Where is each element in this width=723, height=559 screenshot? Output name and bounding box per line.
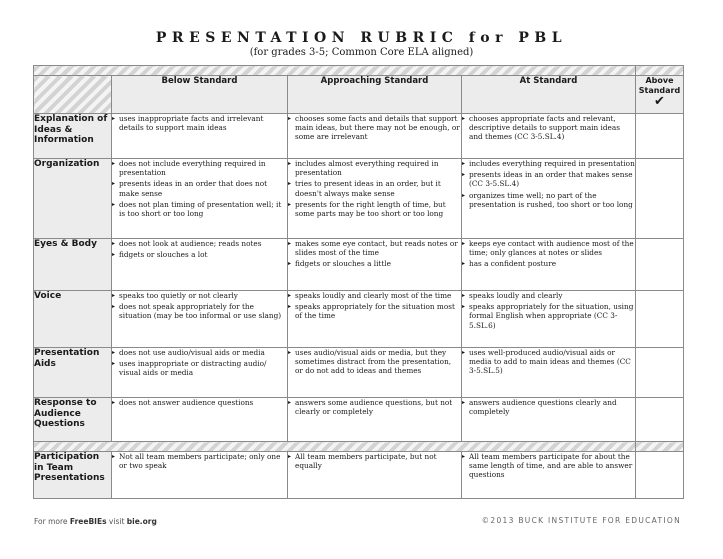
bullet-item bbox=[112, 114, 287, 132]
bullet-icon: ▸ bbox=[288, 260, 292, 268]
bullet-icon: ▸ bbox=[112, 160, 116, 167]
rubric-table bbox=[33, 65, 684, 499]
checkmark-icon: ✔ bbox=[654, 94, 665, 109]
hatch-strip bbox=[34, 442, 684, 452]
bullet-text: All team members participate for about the same length of time, and are able to answer questions bbox=[469, 452, 633, 480]
bullet-icon: ▸ bbox=[462, 160, 466, 167]
bullet-icon: ▸ bbox=[112, 453, 116, 460]
bullet-icon: ▸ bbox=[288, 160, 292, 167]
bullet-text: presents ideas in an order that makes sense (CC 3-5.SL.4) bbox=[469, 170, 633, 189]
rubric-row-explanation bbox=[34, 114, 684, 159]
below-standard-cell bbox=[112, 398, 288, 442]
bullet-icon: ▸ bbox=[462, 292, 466, 299]
bullet-text: does not include everything required in presentation bbox=[119, 159, 266, 178]
bullet-item bbox=[112, 239, 287, 248]
at-standard-cell bbox=[462, 452, 636, 499]
bullet-text: presents ideas in an order that does not make sense bbox=[119, 179, 268, 198]
bullet-item bbox=[288, 200, 461, 218]
approaching-standard-cell bbox=[288, 159, 462, 239]
at-standard-cell bbox=[462, 159, 636, 239]
below-standard-cell bbox=[112, 159, 288, 239]
rubric-row-voice bbox=[34, 291, 684, 348]
bullet-text: includes almost everything required in presentation bbox=[295, 159, 439, 178]
header-corner bbox=[34, 76, 112, 114]
page-title: PRESENTATION RUBRIC for PBL bbox=[155, 30, 568, 46]
above-standard-cell bbox=[636, 291, 684, 348]
bullet-text: speaks appropriately for the situation most of the time bbox=[295, 302, 455, 321]
approaching-standard-cell bbox=[288, 239, 462, 291]
bullet-item bbox=[462, 302, 635, 330]
header-at-standard: At Standard bbox=[462, 76, 636, 114]
bullet-item bbox=[462, 159, 635, 168]
above-standard-cell bbox=[636, 398, 684, 442]
approaching-standard-cell bbox=[288, 291, 462, 348]
rubric-row-audience-questions bbox=[34, 398, 684, 442]
bullet-icon: ▸ bbox=[112, 240, 116, 247]
bullet-text: includes everything required in presentation bbox=[469, 159, 635, 168]
bullet-icon: ▸ bbox=[462, 171, 466, 179]
bullet-item bbox=[288, 239, 461, 257]
bullet-text: speaks loudly and clearly most of the time bbox=[295, 291, 452, 300]
bullet-item bbox=[112, 159, 287, 177]
criterion-label: Explanation of Ideas & Information bbox=[34, 114, 112, 159]
criterion-label: Voice bbox=[34, 291, 112, 348]
bullet-item bbox=[112, 302, 287, 320]
bullet-item bbox=[462, 348, 635, 376]
bullet-item bbox=[288, 291, 461, 300]
bullet-icon: ▸ bbox=[462, 260, 466, 268]
at-standard-cell bbox=[462, 348, 636, 398]
bullet-icon: ▸ bbox=[112, 360, 116, 368]
at-standard-cell bbox=[462, 239, 636, 291]
below-standard-cell bbox=[112, 114, 288, 159]
bullet-icon: ▸ bbox=[288, 303, 292, 311]
bullet-icon: ▸ bbox=[288, 453, 292, 460]
bullet-text: chooses appropriate facts and relevant, descriptive details to support main ideas and themes (CC 3-5.SL.4) bbox=[469, 114, 620, 142]
bullet-item bbox=[288, 398, 461, 416]
bullet-icon: ▸ bbox=[462, 191, 466, 199]
bullet-icon: ▸ bbox=[462, 303, 466, 311]
below-standard-cell bbox=[112, 452, 288, 499]
bullet-icon: ▸ bbox=[112, 303, 116, 311]
bullet-icon: ▸ bbox=[462, 115, 466, 122]
bullet-text: speaks too quietly or not clearly bbox=[119, 291, 238, 300]
bullet-icon: ▸ bbox=[462, 453, 466, 460]
bullet-item bbox=[462, 239, 635, 257]
hatch-strip bbox=[34, 66, 684, 76]
bullet-icon: ▸ bbox=[112, 200, 116, 208]
bullet-item bbox=[112, 398, 287, 407]
bullet-text: makes some eye contact, but reads notes or slides most of the time bbox=[295, 239, 458, 258]
bullet-item bbox=[112, 452, 287, 470]
bullet-text: presents for the right length of time, but some parts may be too short or too long bbox=[295, 199, 446, 219]
above-standard-cell bbox=[636, 452, 684, 499]
approaching-standard-cell bbox=[288, 398, 462, 442]
bullet-text: does not use audio/visual aids or media bbox=[119, 348, 265, 357]
above-standard-cell bbox=[636, 348, 684, 398]
footer-mid: visit bbox=[106, 517, 127, 526]
bullet-text: organizes time well; no part of the presentation is rushed, too short or too long bbox=[469, 190, 633, 209]
bullet-item bbox=[112, 348, 287, 357]
bullet-text: answers some audience questions, but not clearly or completely bbox=[295, 398, 453, 417]
bullet-icon: ▸ bbox=[288, 115, 292, 122]
bullet-item bbox=[462, 114, 635, 142]
bullet-icon: ▸ bbox=[288, 200, 292, 208]
above-standard-cell bbox=[636, 114, 684, 159]
at-standard-cell bbox=[462, 114, 636, 159]
criterion-label: Response to Audience Questions bbox=[34, 398, 112, 442]
bullet-text: does not speak appropriately for the situation (may be too informal or use slang) bbox=[119, 302, 282, 321]
rubric-row-presentation-aids bbox=[34, 348, 684, 398]
bullet-icon: ▸ bbox=[288, 180, 292, 188]
at-standard-cell bbox=[462, 398, 636, 442]
header-row bbox=[34, 76, 684, 114]
bullet-item bbox=[288, 452, 461, 470]
footer-prefix: For more bbox=[34, 517, 70, 526]
bullet-text: tries to present ideas in an order, but it doesn't always make sense bbox=[295, 179, 441, 198]
header-above-standard bbox=[636, 76, 684, 114]
bullet-text: Not all team members participate; only one or two speak bbox=[119, 452, 281, 471]
bullet-text: chooses some facts and details that support main ideas, but there may not be enough, or some are irrelevant bbox=[295, 114, 460, 142]
bullet-text: keeps eye contact with audience most of the time; only glances at notes or slides bbox=[469, 239, 634, 258]
criterion-label: Eyes & Body bbox=[34, 239, 112, 291]
bullet-item bbox=[112, 291, 287, 300]
bullet-icon: ▸ bbox=[112, 292, 116, 299]
bullet-item bbox=[112, 179, 287, 197]
rubric-row-organization bbox=[34, 159, 684, 239]
footer-freebies-bold: FreeBIEs bbox=[69, 517, 107, 526]
bullet-text: has a confident posture bbox=[469, 259, 557, 269]
bullet-icon: ▸ bbox=[288, 240, 292, 247]
bullet-item bbox=[462, 170, 635, 188]
below-standard-cell bbox=[112, 291, 288, 348]
bullet-text: fidgets or slouches a little bbox=[295, 259, 391, 269]
below-standard-cell bbox=[112, 348, 288, 398]
bullet-item bbox=[112, 359, 287, 377]
bullet-item bbox=[288, 179, 461, 197]
bullet-item bbox=[288, 259, 461, 268]
bullet-item bbox=[112, 200, 287, 218]
bullet-icon: ▸ bbox=[112, 349, 116, 356]
bullet-text: does not look at audience; reads notes bbox=[119, 239, 262, 248]
bullet-icon: ▸ bbox=[288, 292, 292, 299]
bullet-item bbox=[112, 250, 287, 259]
bullet-item bbox=[462, 398, 635, 416]
bullet-text: fidgets or slouches a lot bbox=[119, 250, 208, 260]
footer-copyright: ©2013 BUCK INSTITUTE FOR EDUCATION bbox=[481, 516, 681, 525]
footer-bie-link[interactable]: bie.org bbox=[126, 517, 157, 526]
bullet-icon: ▸ bbox=[462, 349, 466, 356]
above-standard-cell bbox=[636, 239, 684, 291]
bullet-icon: ▸ bbox=[112, 180, 116, 188]
criterion-label: Organization bbox=[34, 159, 112, 239]
bullet-text: answers audience questions clearly and completely bbox=[469, 398, 617, 417]
bullet-item bbox=[462, 452, 635, 480]
below-standard-cell bbox=[112, 239, 288, 291]
approaching-standard-cell bbox=[288, 452, 462, 499]
bullet-text: uses inappropriate or distracting audio/ visual aids or media bbox=[119, 359, 267, 378]
bullet-icon: ▸ bbox=[112, 115, 116, 122]
footer-freebies bbox=[34, 517, 157, 526]
bullet-icon: ▸ bbox=[288, 399, 292, 406]
header-above-line1: Above bbox=[645, 76, 674, 85]
bullet-text: does not answer audience questions bbox=[119, 398, 254, 407]
bullet-icon: ▸ bbox=[462, 399, 466, 406]
above-standard-cell bbox=[636, 159, 684, 239]
bullet-text: All team members participate, but not equally bbox=[295, 452, 437, 471]
criterion-label: Participation in Team Presentations bbox=[34, 452, 112, 499]
criterion-label: Presentation Aids bbox=[34, 348, 112, 398]
header-below-standard: Below Standard bbox=[112, 76, 288, 114]
bullet-text: speaks appropriately for the situation, using formal English when appropriate (CC 3-5.SL.6) bbox=[469, 302, 634, 330]
bullet-text: uses audio/visual aids or media, but they sometimes distract from the presentation, or do not add to ideas and themes bbox=[295, 348, 452, 376]
page-subtitle: (for grades 3-5; Common Core ELA aligned) bbox=[249, 47, 474, 58]
bullet-item bbox=[462, 291, 635, 300]
bullet-icon: ▸ bbox=[462, 240, 466, 247]
approaching-standard-cell bbox=[288, 114, 462, 159]
bullet-icon: ▸ bbox=[112, 399, 116, 406]
rubric-row-eyes-body bbox=[34, 239, 684, 291]
header-approaching-standard: Approaching Standard bbox=[288, 76, 462, 114]
rubric-row-team-participation bbox=[34, 452, 684, 499]
at-standard-cell bbox=[462, 291, 636, 348]
bullet-item bbox=[288, 159, 461, 177]
bullet-text: does not plan timing of presentation well; it is too short or too long bbox=[119, 199, 282, 219]
bullet-text: uses inappropriate facts and irrelevant details to support main ideas bbox=[119, 114, 264, 133]
bullet-text: uses well-produced audio/visual aids or media to add to main ideas and themes (CC 3-5.SL.5) bbox=[469, 348, 631, 376]
bullet-icon: ▸ bbox=[112, 251, 116, 259]
bullet-item bbox=[462, 259, 635, 268]
bullet-item bbox=[462, 191, 635, 209]
bullet-item bbox=[288, 348, 461, 376]
header-above-line2: Standard bbox=[638, 86, 681, 95]
bullet-item bbox=[288, 302, 461, 320]
bullet-item bbox=[288, 114, 461, 142]
approaching-standard-cell bbox=[288, 348, 462, 398]
bullet-text: speaks loudly and clearly bbox=[469, 291, 563, 300]
bullet-icon: ▸ bbox=[288, 349, 292, 356]
